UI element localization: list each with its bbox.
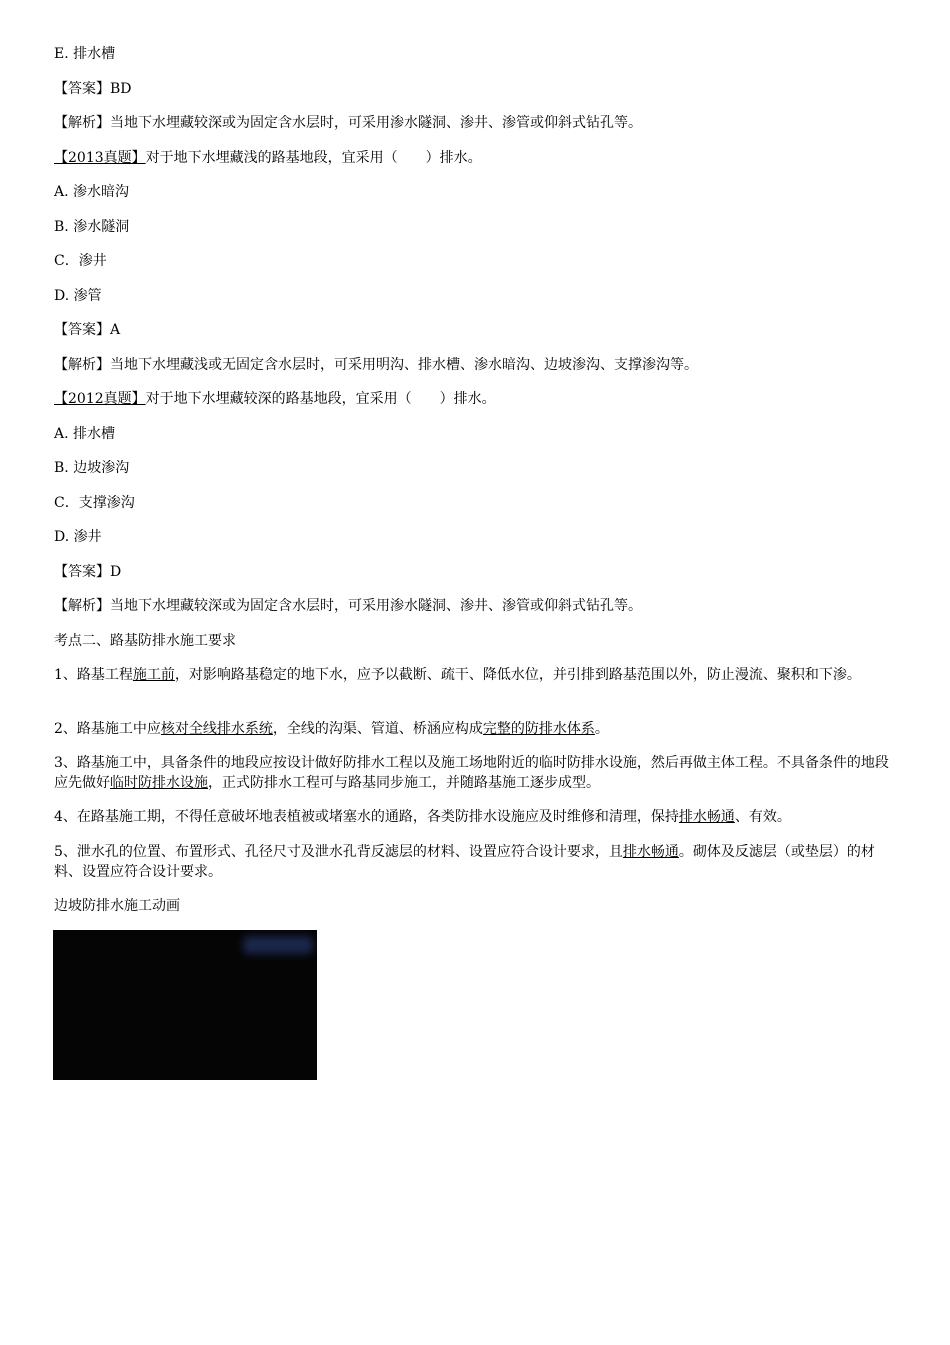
text-segment: 。砌体及反滤层（或垫层）的材料、设置应符合设计要求。: [54, 844, 875, 880]
section-heading: 考点二、路基防排水施工要求: [54, 633, 236, 649]
option-a: A. 排水槽: [54, 426, 116, 442]
option-e: E. 排水槽: [54, 46, 116, 62]
analysis-line: 【解析】当地下水埋藏较深或为固定含水层时，可采用渗水隧洞、渗井、渗管或仰斜式钻孔等。: [54, 598, 642, 614]
option-d: D. 渗井: [54, 529, 102, 545]
question-text: 对于地下水埋藏较深的路基地段，宜采用（ ）排水。: [145, 391, 496, 407]
underlined-term: 排水畅通: [622, 844, 679, 860]
question-text: 对于地下水埋藏浅的路基地段，宜采用（ ）排水。: [145, 150, 482, 166]
text-segment: ，全线的沟渠、管道、桥涵应构成: [272, 721, 483, 737]
answer-line: 【答案】A: [54, 322, 121, 338]
question-2012: [54, 389, 890, 409]
option-c: C．渗井: [54, 253, 107, 269]
underlined-term: 施工前: [132, 667, 175, 683]
requirement-2: [54, 719, 890, 739]
animation-video-frame[interactable]: [53, 930, 317, 1080]
text-segment: ，对影响路基稳定的地下水，应予以截断、疏干、降低水位，并引排到路基范围以外，防止漫流、聚积和下渗。: [174, 667, 861, 683]
option-d: D. 渗管: [54, 288, 102, 304]
underlined-term: 临时防排水设施: [110, 775, 208, 791]
option-b: B. 边坡渗沟: [54, 460, 130, 476]
requirement-4: [54, 807, 890, 827]
video-watermark: [243, 936, 313, 954]
requirement-1: [54, 665, 890, 685]
text-segment: 5、泄水孔的位置、布置形式、孔径尺寸及泄水孔背反滤层的材料、设置应符合设计要求，且: [54, 844, 623, 860]
requirement-5: [54, 842, 890, 882]
answer-line: 【答案】D: [54, 564, 122, 580]
option-b: B. 渗水隧洞: [54, 219, 130, 235]
question-2013: [54, 148, 890, 168]
answer-line: 【答案】BD: [54, 81, 132, 97]
text-segment: 。: [594, 721, 609, 737]
text-segment: 、有效。: [734, 809, 791, 825]
requirement-3: [54, 753, 890, 793]
underlined-term: 完整的防排水体系: [482, 721, 595, 737]
analysis-line: 【解析】当地下水埋藏浅或无固定含水层时，可采用明沟、排水槽、渗水暗沟、边坡渗沟、支撑渗沟等。: [54, 357, 698, 373]
question-tag: 【2012真题】: [54, 391, 146, 407]
question-tag: 【2013真题】: [54, 150, 146, 166]
analysis-line: 【解析】当地下水埋藏较深或为固定含水层时，可采用渗水隧洞、渗井、渗管或仰斜式钻孔等。: [54, 115, 642, 131]
option-a: A. 渗水暗沟: [54, 184, 130, 200]
text-segment: 1、路基工程: [54, 667, 133, 683]
text-segment: ，正式防排水工程可与路基同步施工，并随路基施工逐步成型。: [208, 775, 600, 791]
text-segment: 3、路基施工中，具备条件的地段应按设计做好防排水工程以及施工场地附近的临时防排水设施，然后再做主体工程。不具备条件的地段应先做好: [54, 755, 889, 791]
underlined-term: 排水畅通: [678, 809, 735, 825]
option-c: C．支撑渗沟: [54, 495, 135, 511]
underlined-term: 核对全线排水系统: [160, 721, 273, 737]
animation-caption: 边坡防排水施工动画: [54, 898, 180, 914]
text-segment: 2、路基施工中应: [54, 721, 161, 737]
text-segment: 4、在路基施工期，不得任意破坏地表植被或堵塞水的通路，各类防排水设施应及时维修和清理，保持: [54, 809, 679, 825]
